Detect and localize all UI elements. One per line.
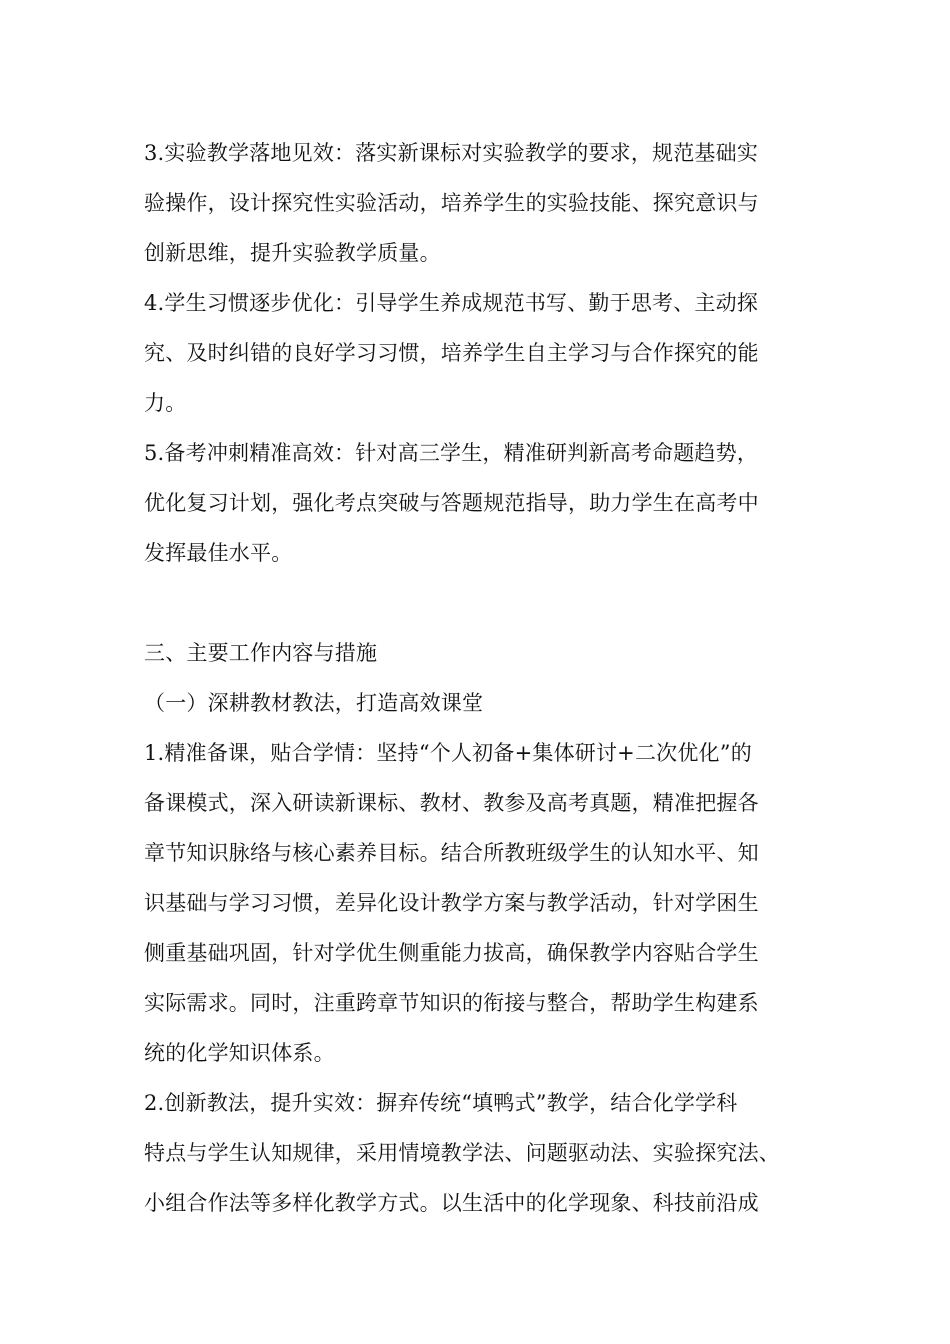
blank-line	[144, 578, 824, 628]
text-line: 章节知识脉络与核心素养目标。结合所教班级学生的认知水平、知	[144, 841, 759, 865]
text-line: 识基础与学习习惯，差异化设计教学方案与教学活动，针对学困生	[144, 891, 759, 915]
text-line: 侧重基础巩固，针对学优生侧重能力拔高，确保教学内容贴合学生	[144, 941, 759, 965]
text-line: 3.实验教学落地见效：落实新课标对实验教学的要求，规范基础实	[144, 141, 759, 165]
text-line: 4.学生习惯逐步优化：引导学生养成规范书写、勤于思考、主动探	[144, 291, 759, 315]
subsection-heading: （一）深耕教材教法，打造高效课堂	[144, 691, 484, 715]
text-line: 创新思维，提升实验教学质量。	[144, 241, 441, 265]
text-line: 5.备考冲刺精准高效：针对高三学生，精准研判新高考命题趋势，	[144, 441, 759, 465]
goal-item-5	[144, 428, 824, 578]
text-line: 优化复习计划，强化考点突破与答题规范指导，助力学生在高考中	[144, 491, 759, 515]
text-line: 力。	[144, 391, 187, 415]
document-body	[144, 128, 824, 1228]
measure-item-2	[144, 1078, 824, 1228]
text-line: 实际需求。同时，注重跨章节知识的衔接与整合，帮助学生构建系	[144, 991, 759, 1015]
text-line: 验操作，设计探究性实验活动，培养学生的实验技能、探究意识与	[144, 191, 759, 215]
text-line: 究、及时纠错的良好学习习惯，培养学生自主学习与合作探究的能	[144, 341, 759, 365]
text-line: 特点与学生认知规律，采用情境教学法、问题驱动法、实验探究法、	[144, 1141, 780, 1165]
text-line: 2.创新教法，提升实效：摒弃传统“填鸭式”教学，结合化学学科	[144, 1091, 738, 1115]
goal-item-4	[144, 278, 824, 428]
measure-item-1	[144, 728, 824, 1078]
section-heading: 三、主要工作内容与措施	[144, 641, 378, 665]
text-line: 小组合作法等多样化教学方式。以生活中的化学现象、科技前沿成	[144, 1191, 759, 1215]
text-line: 发挥最佳水平。	[144, 541, 293, 565]
text-line: 统的化学知识体系。	[144, 1041, 335, 1065]
text-line: 备课模式，深入研读新课标、教材、教参及高考真题，精准把握各	[144, 791, 759, 815]
goal-item-3	[144, 128, 824, 278]
text-line: 1.精准备课，贴合学情：坚持“个人初备+集体研讨+二次优化”的	[144, 741, 752, 765]
